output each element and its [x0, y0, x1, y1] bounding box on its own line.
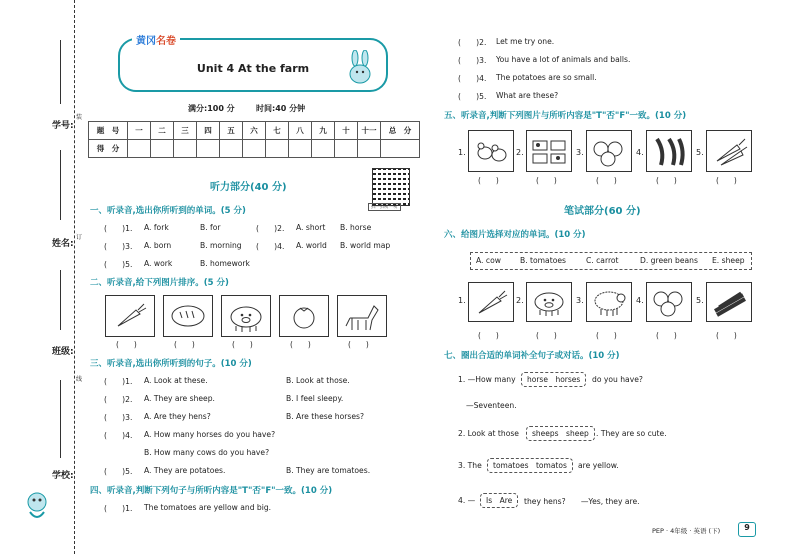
student-number-label: 学号: [52, 121, 74, 131]
s7-q1-pre: 1. —How many [458, 375, 516, 384]
tomato-icon [280, 296, 328, 336]
s3-q2-a: A. They are sheep. [144, 394, 215, 403]
horse-icon [338, 296, 386, 336]
table-header-cell: 四 [197, 122, 220, 140]
score-cell[interactable] [381, 140, 420, 158]
s7-q2-options[interactable]: sheeps sheep [526, 426, 595, 441]
s4-q3-text: You have a lot of animals and balls. [496, 55, 631, 64]
s7-q1-options[interactable]: horse horses [521, 372, 586, 387]
s5-num-3: 3. [576, 148, 584, 157]
s1-q2-b: B. horse [340, 223, 372, 232]
table-header-cell: 五 [220, 122, 243, 140]
sheep-icon [587, 283, 631, 321]
s5-num-2: 2. [516, 148, 524, 157]
score-cell[interactable] [312, 140, 335, 158]
word-bank-item: A. cow [476, 256, 501, 265]
s5-num-4: 4. [636, 148, 644, 157]
time-limit: 时间:40 分钟 [256, 104, 306, 113]
s1-q5-b: B. homework [200, 259, 250, 268]
s5-answer-2[interactable]: ( ) [536, 176, 557, 185]
s5-image-4 [646, 130, 692, 172]
section5-title: 五、听录音,判断下列图片与所听内容是"T"否"F"一致。(10 分) [444, 111, 687, 121]
binding-zhuang: 装 [76, 114, 83, 121]
section3-title: 三、听录音,选出你所听到的句子。(10 分) [90, 359, 252, 369]
word-bank-item: B. tomatoes [520, 256, 566, 265]
s5-image-3 [586, 130, 632, 172]
beans-icon [647, 131, 691, 171]
s1-q2-a: A. short [296, 223, 326, 232]
s2-answer-3[interactable]: ( ) [232, 340, 253, 349]
s5-image-1 [468, 130, 514, 172]
score-cell[interactable] [266, 140, 289, 158]
s7-q2-post: . They are so cute. [596, 429, 667, 438]
s3-q4-a: A. How many horses do you have? [144, 430, 276, 439]
table-header-cell: 十 [335, 122, 358, 140]
bread-icon [164, 296, 212, 336]
class-line[interactable] [60, 270, 61, 330]
s2-image-3 [221, 295, 271, 337]
s3-q3-num[interactable]: ( )3. [104, 413, 133, 422]
listening-part-title: 听力部分(40 分) [210, 182, 287, 193]
s5-answer-4[interactable]: ( ) [656, 176, 677, 185]
s2-answer-5[interactable]: ( ) [348, 340, 369, 349]
score-cell[interactable] [289, 140, 312, 158]
word-bank-item: C. carrot [586, 256, 619, 265]
score-cell[interactable] [197, 140, 220, 158]
name-label: 姓名: [52, 239, 74, 249]
s1-q4-b: B. world map [340, 241, 391, 250]
s6-answer-1[interactable]: ( ) [478, 331, 499, 340]
s4-q4-text: The potatoes are so small. [496, 73, 597, 82]
s5-answer-1[interactable]: ( ) [478, 176, 499, 185]
s3-q2-num[interactable]: ( )2. [104, 395, 133, 404]
s6-answer-2[interactable]: ( ) [536, 331, 557, 340]
footer-text: PEP · 4年级 · 英语 (下) [652, 527, 721, 535]
s4-q3-num[interactable]: ( )3. [458, 56, 487, 65]
s7-q1-post: do you have? [592, 375, 643, 384]
s6-image-4 [646, 282, 692, 322]
qr-label: 扫一扫听一听 [368, 203, 401, 211]
s3-q2-b: B. I feel sleepy. [286, 394, 344, 403]
s3-q3-a: A. Are they hens? [144, 412, 211, 421]
table-header-cell: 六 [243, 122, 266, 140]
word-bank-item: D. green beans [640, 256, 698, 265]
s4-q2-num[interactable]: ( )2. [458, 38, 487, 47]
s7-q3-post: are yellow. [578, 461, 619, 470]
s1-q5-num[interactable]: ( )5. [104, 260, 133, 269]
s6-answer-3[interactable]: ( ) [596, 331, 617, 340]
page-number: 9 [738, 522, 756, 537]
table-header-cell: 题 号 [89, 122, 128, 140]
s3-q4-num[interactable]: ( )4. [104, 431, 133, 440]
s6-num-2: 2. [516, 296, 524, 305]
pig-icon [527, 283, 571, 321]
s5-answer-3[interactable]: ( ) [596, 176, 617, 185]
s6-image-2 [526, 282, 572, 322]
s7-q4-pre: 4. — [458, 496, 476, 505]
s7-q4-options[interactable]: Is Are [480, 493, 518, 508]
s6-num-3: 3. [576, 296, 584, 305]
s3-q3-b: B. Are these horses? [286, 412, 364, 421]
s2-image-4 [279, 295, 329, 337]
cows-icon [527, 131, 571, 171]
section2-title: 二、听录音,给下列图片排序。(5 分) [90, 278, 229, 288]
score-value-row [89, 140, 420, 158]
section1-title: 一、听录音,选出你所听到的单词。(5 分) [90, 206, 246, 216]
name-line[interactable] [60, 150, 61, 220]
full-score: 满分:100 分 [188, 104, 235, 113]
s5-num-1: 1. [458, 148, 466, 157]
carrots-icon [707, 131, 751, 171]
s1-q4-num[interactable]: ( )4. [256, 242, 285, 251]
s6-num-5: 5. [696, 296, 704, 305]
s2-image-1 [105, 295, 155, 337]
s2-answer-4[interactable]: ( ) [290, 340, 311, 349]
tomatoes-icon [587, 131, 631, 171]
s5-answer-5[interactable]: ( ) [716, 176, 737, 185]
table-header-cell: 十一 [358, 122, 381, 140]
table-header-cell: 三 [174, 122, 197, 140]
s1-q3-a: A. born [144, 241, 172, 250]
section6-title: 六、给图片选择对应的单词。(10 分) [444, 230, 586, 240]
score-cell[interactable] [243, 140, 266, 158]
student-number-line[interactable] [60, 40, 61, 104]
s2-image-5 [337, 295, 387, 337]
score-table [88, 121, 420, 158]
s4-q1-text: The tomatoes are yellow and big. [144, 503, 272, 512]
s6-answer-5[interactable]: ( ) [716, 331, 737, 340]
s7-q3-pre: 3. The [458, 461, 482, 470]
score-cell[interactable] [174, 140, 197, 158]
unit-title: Unit 4 At the farm [196, 62, 310, 75]
s6-answer-4[interactable]: ( ) [656, 331, 677, 340]
mascot-icon [22, 488, 52, 524]
class-label: 班级: [52, 347, 74, 357]
s7-q4-post: they hens? —Yes, they are. [524, 497, 640, 506]
carrot-icon [469, 283, 513, 321]
s3-q5-b: B. They are tomatoes. [286, 466, 371, 475]
brand-logo [132, 32, 180, 47]
s5-num-5: 5. [696, 148, 704, 157]
school-line[interactable] [60, 380, 61, 458]
table-header-cell: 七 [266, 122, 289, 140]
s6-num-4: 4. [636, 296, 644, 305]
s6-image-3 [586, 282, 632, 322]
s1-q5-a: A. work [144, 259, 173, 268]
s4-q2-text: Let me try one. [496, 37, 555, 46]
s5-image-2 [526, 130, 572, 172]
table-header-cell: 二 [151, 122, 174, 140]
s3-q5-a: A. They are potatoes. [144, 466, 226, 475]
table-header-cell: 九 [312, 122, 335, 140]
s3-q4-b: B. How many cows do you have? [144, 448, 270, 457]
s4-q5-num[interactable]: ( )5. [458, 92, 487, 101]
beans-icon [707, 283, 751, 321]
brand-left: 黄冈 [136, 36, 156, 47]
s1-q1-num[interactable]: ( )1. [104, 224, 133, 233]
s3-q1-a: A. Look at these. [144, 376, 208, 385]
section7-title: 七、圈出合适的单词补全句子或对话。(10 分) [444, 351, 620, 361]
s3-q1-num[interactable]: ( )1. [104, 377, 133, 386]
s4-q1-num[interactable]: ( )1. [104, 504, 133, 513]
table-header-cell: 总 分 [381, 122, 420, 140]
s7-q3-options[interactable]: tomatoes tomatos [487, 458, 573, 473]
pig-icon [222, 296, 270, 336]
table-header-cell: 八 [289, 122, 312, 140]
qr-code[interactable] [372, 168, 410, 206]
s1-q4-a: A. world [296, 241, 327, 250]
s7-q1-answer: —Seventeen. [466, 401, 517, 410]
s4-q5-text: What are these? [496, 91, 559, 100]
binding-dashed-line [74, 0, 75, 554]
score-header-row [89, 122, 420, 140]
school-label: 学校: [52, 471, 74, 481]
s2-answer-1[interactable]: ( ) [116, 340, 137, 349]
s1-q1-b: B. for [200, 223, 221, 232]
s2-image-2 [163, 295, 213, 337]
score-cell[interactable] [220, 140, 243, 158]
s5-image-5 [706, 130, 752, 172]
s1-q3-num[interactable]: ( )3. [104, 242, 133, 251]
section4-title: 四、听录音,判断下列句子与所听内容是"T"否"F"一致。(10 分) [90, 486, 333, 496]
s3-q5-num[interactable]: ( )5. [104, 467, 133, 476]
s6-image-1 [468, 282, 514, 322]
score-cell[interactable] [335, 140, 358, 158]
brand-right: 名卷 [156, 36, 176, 47]
s6-num-1: 1. [458, 296, 466, 305]
s4-q4-num[interactable]: ( )4. [458, 74, 487, 83]
s3-q1-b: B. Look at those. [286, 376, 350, 385]
s6-image-5 [706, 282, 752, 322]
s7-q2-pre: 2. Look at those [458, 429, 519, 438]
written-part-title: 笔试部分(60 分) [564, 206, 641, 217]
score-cell[interactable] [358, 140, 381, 158]
tomatoes-icon [647, 283, 691, 321]
table-row-label: 得 分 [89, 140, 128, 158]
binding-xian: 线 [76, 376, 83, 383]
hens-icon [469, 131, 513, 171]
carrot-icon [106, 296, 154, 336]
table-header-cell: 一 [128, 122, 151, 140]
s1-q3-b: B. morning [200, 241, 242, 250]
binding-ding: 订 [76, 234, 83, 241]
score-cell[interactable] [151, 140, 174, 158]
score-cell[interactable] [128, 140, 151, 158]
word-bank-item: E. sheep [712, 256, 745, 265]
s1-q2-num[interactable]: ( )2. [256, 224, 285, 233]
rabbit-icon [342, 50, 378, 86]
s1-q1-a: A. fork [144, 223, 169, 232]
s2-answer-2[interactable]: ( ) [174, 340, 195, 349]
